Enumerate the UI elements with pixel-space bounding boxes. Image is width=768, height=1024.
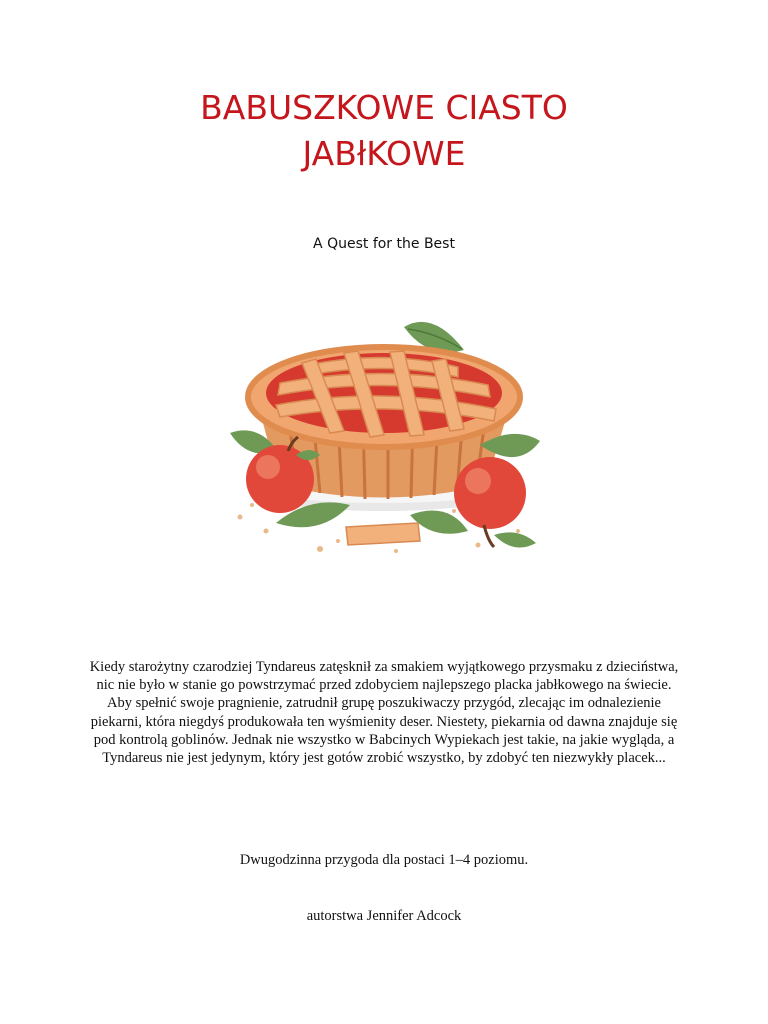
author-credit: autorstwa Jennifer Adcock: [306, 908, 462, 924]
apple-pie-illustration: [218, 305, 548, 565]
pastry-strip: [346, 523, 420, 545]
document-subtitle: A Quest for the Best: [313, 236, 455, 252]
adventure-tagline: Dwugodzinna przygoda dla postaci 1–4 poziomu.: [239, 852, 529, 868]
leaf-far-right: [494, 532, 536, 547]
description-paragraph: Kiedy starożytny czarodziej Tyndareus zatęsknił za smakiem wyjątkowego przysmaku z dzieciństwa, nic nie było w stanie go powstrzymać przed zdobyciem najlepszego placka jabłkowego na świecie. Aby spełnić swoje pragnienie, zatrudnił grupę poszukiwaczy przygód, zlecając im odnalezienie piekarni, która niegdyś produkowała ten wyśmienity deser. Niestety, piekarnia od dawna znajduje się pod kontrolą goblinów. Jednak nie wszystko w Babcinych Wypiekach jest takie, na jakie wygląda, a Tyndareus nie jest jedynym, który jest gotów zrobić wszystko, by zdobyć ten niezwykły placek...: [89, 659, 679, 767]
title-line-1: BABUSZKOWE CIASTO: [200, 88, 568, 127]
document-title: [84, 85, 684, 177]
title-line-2: JABłKOWE: [302, 134, 466, 173]
